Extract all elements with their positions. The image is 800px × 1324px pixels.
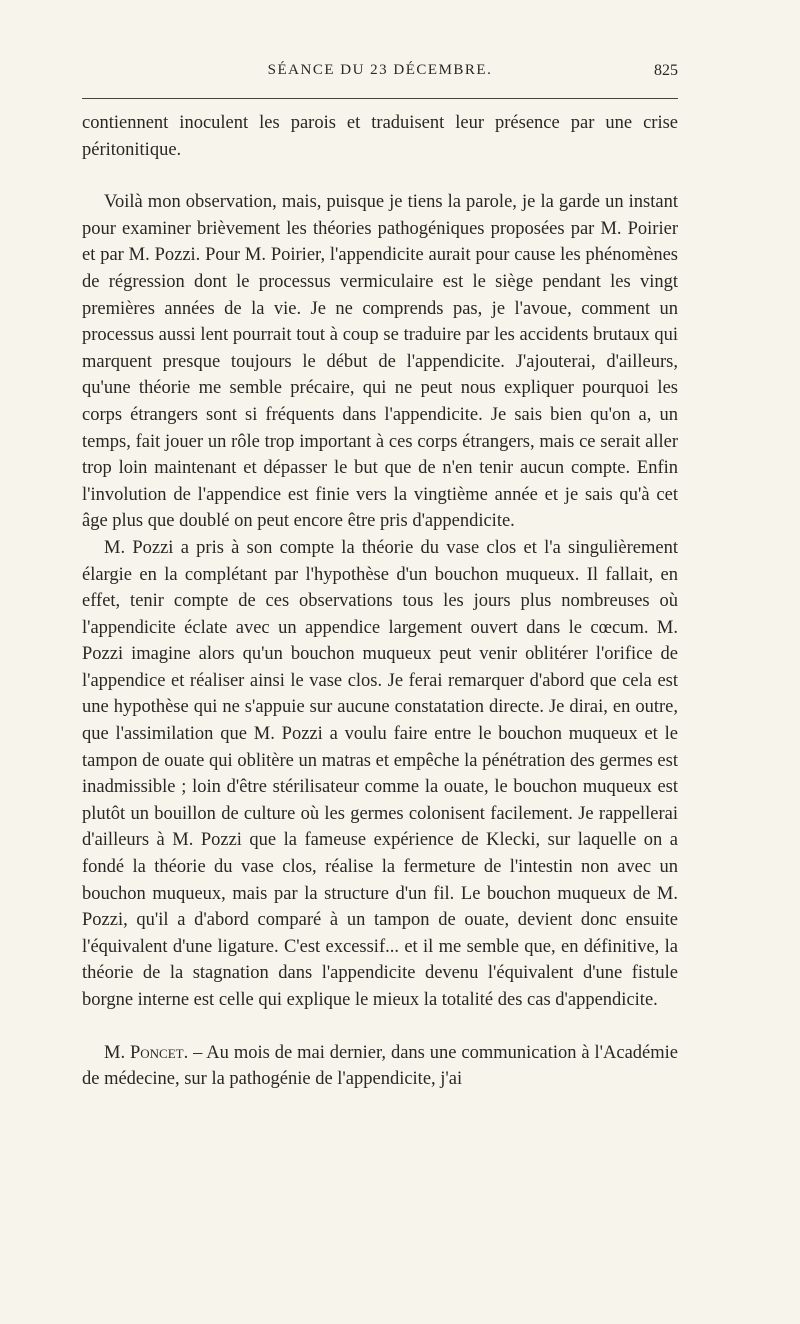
header-rule xyxy=(82,98,678,99)
paragraph-poncet xyxy=(82,1040,678,1093)
page-header xyxy=(82,62,678,88)
paragraph-observation: Voilà mon observation, mais, puisque je tiens la parole, je la garde un instant pour examiner brièvement les théories pathogéniques proposées par M. Poirier et par M. Pozzi. Pour M. Poirier, l'appendicite aurait pour cause les phénomènes de régression dont le processus vermiculaire est le siège pendant les vingt premières années de la vie. Je ne comprends pas, je l'avoue, comment un processus aussi lent pourrait tout à coup se traduire par les accidents brutaux qui marquent presque toujours le début de l'appendicite. J'ajouterai, d'ailleurs, qu'une théorie me semble précaire, qui ne peut nous expliquer pourquoi les corps étrangers sont si fréquents dans l'appendicite. Je sais bien qu'on a, un temps, fait jouer un rôle trop important à ces corps étrangers, mais ce serait aller trop loin maintenant et dépasser le but que de n'en tenir aucun compte. Enfin l'involution de l'appendice est finie vers la vingtième année et je sais qu'à cet âge plus que doublé on peut encore être pris d'appendicite. xyxy=(82,192,678,532)
paragraph-continuation: contiennent inoculent les parois et traduisent leur présence par une crise péritonitique. xyxy=(82,113,678,160)
page-number: 825 xyxy=(654,62,678,79)
paragraph-pozzi: M. Pozzi a pris à son compte la théorie du vase clos et l'a singulièrement élargie en la complétant par l'hypothèse d'un bouchon muqueux. Il fallait, en effet, tenir compte de ces observations tous les jours plus nombreuses où l'appendicite éclate avec un appendice largement ouvert dans le cœcum. M. Pozzi imagine alors qu'un bouchon muqueux peut venir oblitérer l'orifice de l'appendice et réaliser ainsi le vase clos. Je ferai remarquer d'abord que cela est une hypothèse qui ne s'appuie sur aucune constatation directe. Je dirai, en outre, que l'assimilation que M. Pozzi a voulu faire entre le bouchon muqueux et le tampon de ouate qui oblitère un matras et empêche la pénétration des germes est inadmissible ; loin d'être stérilisateur comme la ouate, le bouchon muqueux est plutôt un bouillon de culture où les germes colonisent facilement. Je rappellerai d'ailleurs à M. Pozzi que la fameuse expérience de Klecki, sur laquelle on a fondé la théorie du vase clos, réalise la fermeture de l'intestin non avec un bouchon muqueux, mais par la structure d'un fil. Le bouchon muqueux de M. Pozzi, qu'il a d'abord comparé à un tampon de ouate, devient donc ensuite l'équivalent d'une ligature. C'est excessif... et il me semble que, en définitive, la théorie de la stagnation dans l'appendicite devenu l'équivalent d'une fistule borgne interne est celle qui explique le mieux la totalité des cas d'appendicite. xyxy=(82,537,678,1010)
speaker-name: M. Poncet. xyxy=(104,1042,189,1063)
body-text xyxy=(82,110,678,1093)
speaker-text: – Au mois de mai dernier, dans une communication à l'Académie de médecine, sur la pathogénie de l'appendicite, j'ai xyxy=(82,1042,678,1090)
running-title: SÉANCE DU 23 DÉCEMBRE. xyxy=(267,62,493,78)
